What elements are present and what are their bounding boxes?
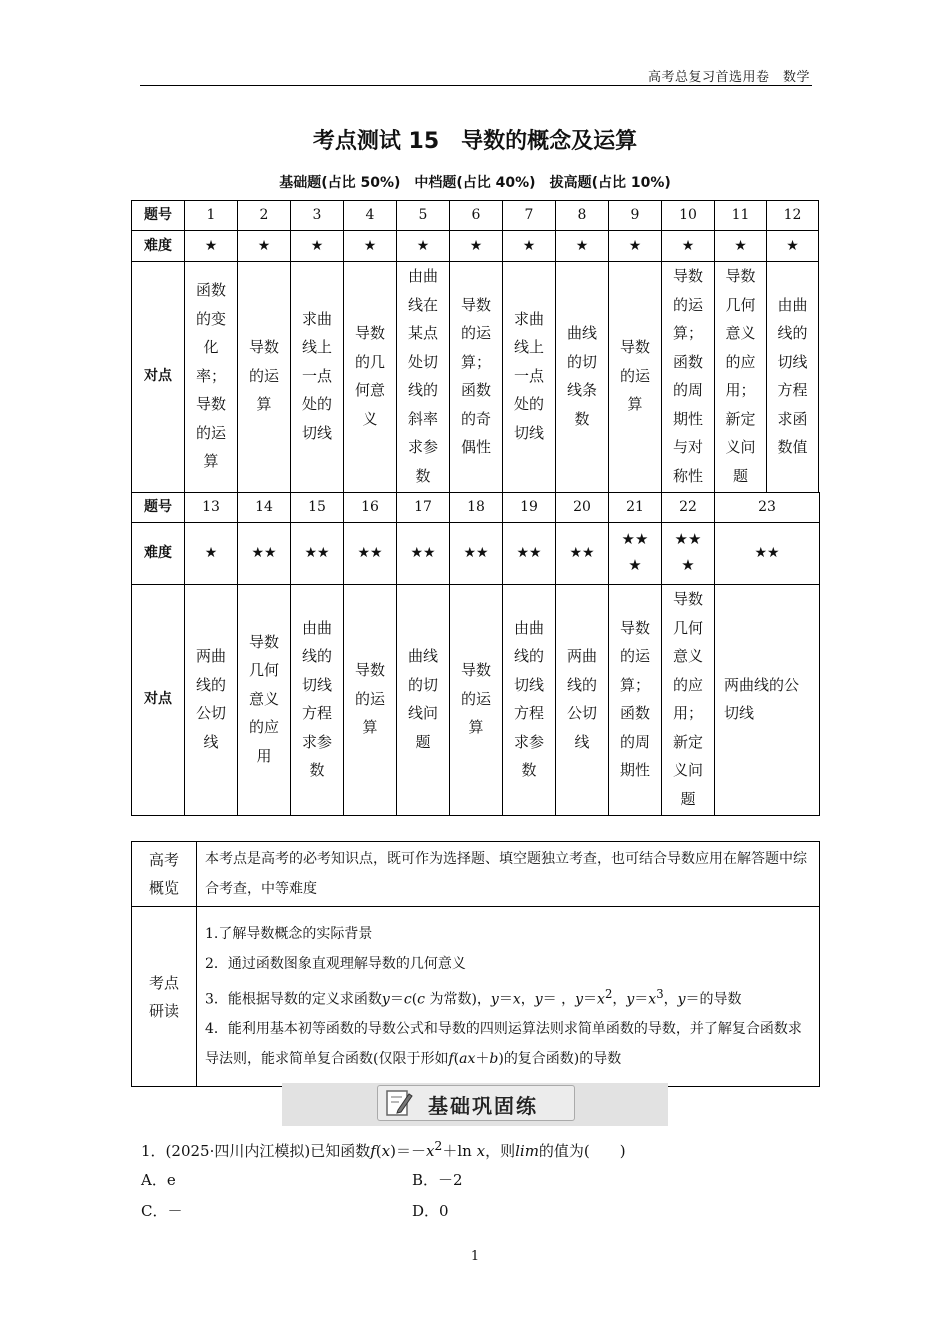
overview-label: 高考概览 (132, 842, 197, 907)
question-number: 14 (238, 493, 291, 523)
difficulty-stars: ★ (503, 231, 556, 262)
topic-cell (291, 585, 344, 816)
question-table-2 (131, 492, 820, 816)
question-number: 4 (344, 201, 397, 231)
table2-number-row (132, 493, 820, 523)
row-label: 难度 (132, 231, 185, 262)
study-item-2: 2．通过函数图象直观理解导数的几何意义 (205, 955, 466, 972)
question-number: 21 (609, 493, 662, 523)
exam-info-table (131, 841, 820, 1087)
option-d[interactable]: D．0 (412, 1202, 449, 1220)
study-item-4: 4．能利用基本初等函数的导数公式和导数的四则运算法则求简单函数的导数，并了解复合函数求导法则，能求简单复合函数(仅限于形如f(ax＋b)的复合函数)的导数 (205, 1021, 802, 1068)
difficulty-stars: ★ (185, 523, 238, 585)
topic-cell (715, 262, 767, 493)
option-c[interactable]: C．－ (141, 1202, 183, 1220)
question-number: 10 (662, 201, 715, 231)
topic-text: 导数的运算 (248, 338, 279, 414)
topic-text: 导数的几何意义 (354, 324, 385, 428)
study-content (197, 907, 820, 1087)
question-number: 13 (185, 493, 238, 523)
difficulty-stars: ★★ (556, 523, 609, 585)
question-number: 18 (450, 493, 503, 523)
question-number: 16 (344, 493, 397, 523)
difficulty-stars: ★★ (397, 523, 450, 585)
difficulty-stars: ★ (344, 231, 397, 262)
question-number: 6 (450, 201, 503, 231)
topic-cell (397, 262, 450, 493)
overview-text: 本考点是高考的必考知识点，既可作为选择题、填空题独立考查，也可结合导数应用在解答题中综合考查，中等难度 (197, 842, 820, 907)
option-a[interactable]: A．e (141, 1171, 176, 1189)
page-title: 考点测试 15 导数的概念及运算 (312, 129, 638, 154)
topic-cell (450, 585, 503, 816)
question-number: 19 (503, 493, 556, 523)
row-label: 题号 (132, 493, 185, 523)
topic-text: 曲线的切线条数 (566, 324, 597, 428)
banner-box (377, 1085, 575, 1121)
topic-text: 两曲线的公切线 (195, 647, 226, 751)
question-number: 22 (662, 493, 715, 523)
pencil-note-icon (384, 1088, 414, 1118)
difficulty-stars: ★ (767, 231, 819, 262)
stars-text: ★★★ (621, 530, 649, 574)
topic-text: 曲线的切线问题 (407, 647, 438, 751)
table1-difficulty-row (132, 231, 819, 262)
study-label: 考点研读 (132, 907, 197, 1087)
topic-text: 导数的运算；函数的周期性 (619, 618, 650, 779)
question-number: 8 (556, 201, 609, 231)
topic-cell (662, 585, 715, 816)
topic-cell (662, 262, 715, 493)
question-number: 5 (397, 201, 450, 231)
section-banner (282, 1083, 668, 1126)
topic-text: 导数几何意义的应用 (248, 632, 279, 765)
difficulty-stars: ★ (397, 231, 450, 262)
topic-text: 两曲线的公切线 (724, 675, 800, 722)
topic-text: 导数的运算 (619, 338, 650, 414)
row-label: 题号 (132, 201, 185, 231)
study-item-3: 3．能根据导数的定义求函数y＝c(c 为常数)，y＝x，y＝ ，$y=x^2$，$y=x^3$，y＝的导数 (205, 986, 742, 1008)
question-number: 3 (291, 201, 344, 231)
question-number: 7 (503, 201, 556, 231)
question-number: 17 (397, 493, 450, 523)
difficulty-stars: ★★ (291, 523, 344, 585)
topic-text: 导数几何意义的应用；新定义问题 (672, 590, 703, 808)
topic-cell (503, 585, 556, 816)
difficulty-ratio: 基础题(占比 50%) 中档题(占比 40%) 拔高题(占比 10%) (279, 175, 671, 191)
question-1-stem: 1．(2025·四川内江模拟)已知函数$f(x)=-x^2+\ln$ x，则lim的值为( ) (141, 1138, 626, 1160)
topic-cell (238, 262, 291, 493)
topic-cell (185, 262, 238, 493)
question-number: 23 (715, 493, 820, 523)
difficulty-stars: ★ (609, 231, 662, 262)
question-number: 12 (767, 201, 819, 231)
topic-text: 求曲线上一点处的切线 (513, 309, 544, 442)
study-row (132, 907, 820, 1087)
difficulty-stars: ★ (450, 231, 503, 262)
topic-cell (450, 262, 503, 493)
table2-topic-row (132, 585, 820, 816)
row-label: 对点 (132, 262, 185, 493)
difficulty-stars (609, 523, 662, 585)
row-label: 对点 (132, 585, 185, 816)
topic-cell (609, 262, 662, 493)
topic-cell (556, 262, 609, 493)
overview-row (132, 842, 820, 907)
header-rule (140, 85, 812, 86)
topic-text: 导数几何意义的应用；新定义问题 (725, 267, 756, 485)
topic-text: 由曲线的切线方程求参数 (513, 618, 544, 779)
topic-text: 导数的运算 (354, 661, 385, 737)
difficulty-stars: ★★ (238, 523, 291, 585)
topic-cell (397, 585, 450, 816)
topic-cell (767, 262, 819, 493)
question-table-1 (131, 200, 819, 493)
difficulty-stars: ★★ (450, 523, 503, 585)
topic-text: 两曲线的公切线 (566, 647, 597, 751)
topic-cell (238, 585, 291, 816)
difficulty-stars: ★ (291, 231, 344, 262)
option-b[interactable]: B．－2 (412, 1171, 463, 1189)
topic-text: 求曲线上一点处的切线 (301, 309, 332, 442)
question-number: 20 (556, 493, 609, 523)
difficulty-stars: ★ (715, 231, 767, 262)
topic-text: 导数的运算；函数的周期性与对称性 (672, 267, 703, 485)
topic-text: 由曲线的切线方程求函数值 (777, 295, 808, 456)
topic-text: 由曲线在某点处切线的斜率求参数 (407, 267, 438, 485)
topic-cell (291, 262, 344, 493)
difficulty-stars: ★★ (715, 523, 820, 585)
topic-text: 导数的运算 (460, 661, 491, 737)
topic-text: 由曲线的切线方程求参数 (301, 618, 332, 779)
difficulty-stars: ★ (662, 231, 715, 262)
difficulty-stars: ★ (556, 231, 609, 262)
topic-cell (344, 262, 397, 493)
running-header: 高考总复习首选用卷 数学 (647, 70, 810, 85)
difficulty-stars: ★ (238, 231, 291, 262)
topic-cell (503, 262, 556, 493)
question-number: 15 (291, 493, 344, 523)
row-label: 难度 (132, 523, 185, 585)
difficulty-stars: ★ (185, 231, 238, 262)
topic-cell (344, 585, 397, 816)
page-number: 1 (470, 1249, 480, 1264)
difficulty-stars: ★★ (503, 523, 556, 585)
topic-cell (185, 585, 238, 816)
topic-text: 导数的运算；函数的奇偶性 (460, 295, 491, 456)
question-number: 9 (609, 201, 662, 231)
question-number: 11 (715, 201, 767, 231)
table1-number-row (132, 201, 819, 231)
topic-cell (556, 585, 609, 816)
topic-cell (715, 585, 820, 816)
study-item-1: 1.了解导数概念的实际背景 (205, 925, 373, 942)
difficulty-stars: ★★ (344, 523, 397, 585)
table1-topic-row (132, 262, 819, 493)
banner-title: 基础巩固练 (428, 1094, 538, 1118)
question-number: 2 (238, 201, 291, 231)
stars-text: ★★★ (674, 530, 702, 574)
topic-text: 函数的变化率；导数的运算 (195, 281, 226, 471)
question-number: 1 (185, 201, 238, 231)
difficulty-stars (662, 523, 715, 585)
table2-difficulty-row (132, 523, 820, 585)
topic-cell (609, 585, 662, 816)
